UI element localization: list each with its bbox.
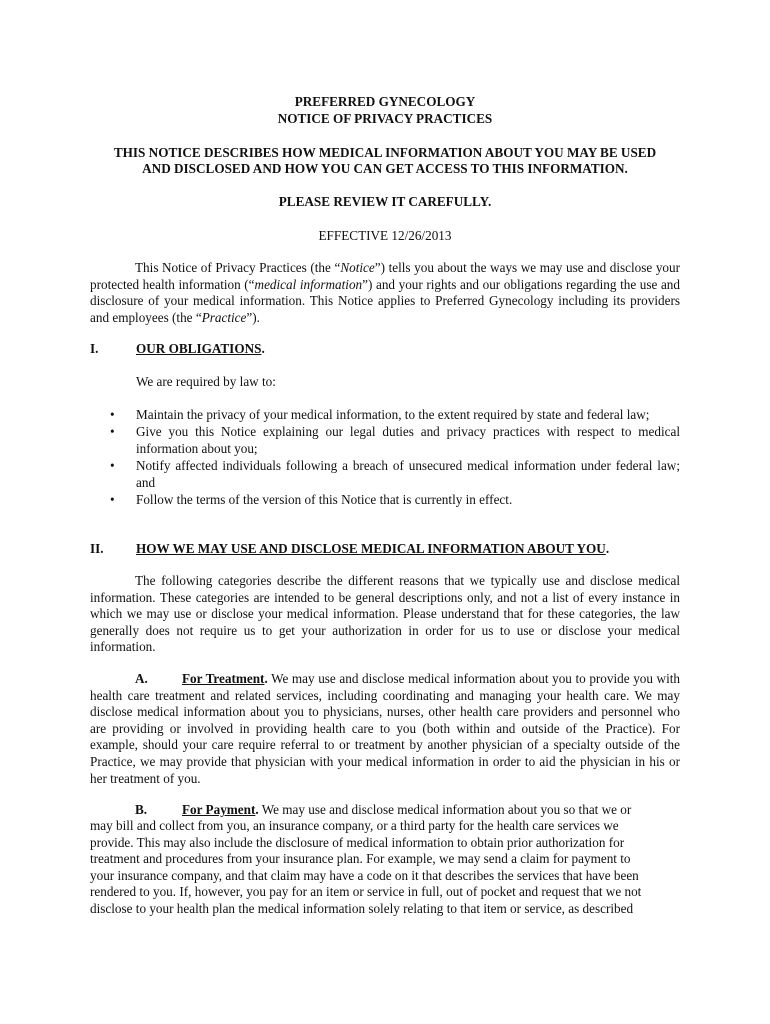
- payment-line: disclose to your health plan the medical information solely relating to that item or service, as described: [90, 901, 634, 916]
- bullet-icon: •: [110, 424, 115, 439]
- payment-line: may bill and collect from you, an insurance company, or a third party for the health care services we: [90, 818, 619, 833]
- section-2-numeral: II.: [90, 541, 104, 556]
- bullet-text: Maintain the privacy of your medical information, to the extent required by state and federal law;: [136, 407, 650, 422]
- bullet-text: Follow the terms of the version of this Notice that is currently in effect.: [136, 492, 513, 507]
- effective-date: EFFECTIVE 12/26/2013: [318, 228, 452, 243]
- bullet-icon: •: [110, 492, 115, 507]
- section-2-heading-period: .: [605, 541, 610, 556]
- payment-line: your insurance company, and that claim may have a code on it that describes the services that have been: [90, 868, 639, 883]
- treatment-letter: A.: [135, 671, 148, 686]
- payment-title: For Payment: [182, 802, 256, 817]
- payment-line: treatment and procedures from your insurance plan. For example, we may send a claim for payment to: [90, 851, 631, 866]
- intro-paragraph: [90, 260, 680, 326]
- bullet-icon: •: [110, 407, 115, 422]
- payment-line-0: We may use and disclose medical information about you so that we or: [258, 802, 632, 817]
- section-2-heading-wrap: [136, 541, 609, 558]
- payment-line: provide. This may also include the disclosure of medical information to obtain prior authorization for: [90, 835, 625, 850]
- payment-line: rendered to you. If, however, you pay for an item or service in full, out of pocket and request that we not: [90, 884, 642, 899]
- section-2-intro: The following categories describe the different reasons that we typically use and disclose medical information. These categories are intended to be general descriptions only, and not a list of every instance in which we may use or disclose your medical information. Please understand that for these categories, the law generally does not require us to get your authorization in order for us to use or disclose your medical information.: [90, 573, 680, 655]
- payment-letter: B.: [135, 802, 148, 817]
- section-1-heading-wrap: [136, 341, 265, 358]
- section-1-heading: OUR OBLIGATIONS: [136, 341, 262, 356]
- bullet-icon: •: [110, 458, 115, 473]
- payment-period: .: [255, 802, 259, 817]
- payment-first-line: [135, 802, 631, 819]
- treatment-text: We may use and disclose medical information about you to provide you with health care treatment and related services, including coordinating and managing your health care. We may disclose medical information about you to physicians, nurses, other health care providers and personnel who are providing or involved in providing health care to you (both within and outside of the Practice). For example, should your care require referral to or treatment by another physician of a specialty outside of the Practice, we may provide that physician with your medical information in order to aid the physician in his or her treatment of you.: [90, 671, 681, 786]
- section-2-heading: HOW WE MAY USE AND DISCLOSE MEDICAL INFORMATION ABOUT YOU: [136, 541, 606, 556]
- describes-line-2: AND DISCLOSED AND HOW YOU CAN GET ACCESS TO THIS INFORMATION.: [142, 161, 628, 176]
- practice-name: PREFERRED GYNECOLOGY: [294, 94, 476, 109]
- notice-title: NOTICE OF PRIVACY PRACTICES: [277, 111, 493, 126]
- describes-line-1: THIS NOTICE DESCRIBES HOW MEDICAL INFORMATION ABOUT YOU MAY BE USED: [113, 145, 657, 160]
- section-1-heading-period: .: [261, 341, 265, 356]
- section-1-lead: We are required by law to:: [136, 374, 276, 389]
- intro-text-2: ”) tells you about the ways we may use and disclose your protected health information (“: [90, 260, 681, 292]
- intro-text-1: This Notice of Privacy Practices (the “: [135, 260, 341, 275]
- treatment-paragraph: [90, 671, 680, 787]
- intro-text-4: ”).: [246, 309, 260, 325]
- intro-practice-term: Practice: [201, 309, 247, 325]
- bullet-text: Notify affected individuals following a breach of unsecured medical information under federal law; and: [136, 458, 680, 490]
- treatment-period: .: [264, 671, 268, 686]
- treatment-title: For Treatment: [182, 671, 265, 686]
- intro-medinfo-term: medical information: [254, 276, 363, 292]
- bullet-text: Give you this Notice explaining our legal duties and privacy practices with respect to medical information about you;: [136, 424, 680, 456]
- review-notice: PLEASE REVIEW IT CAREFULLY.: [278, 194, 492, 209]
- section-1-numeral: I.: [90, 341, 99, 356]
- intro-text-3: ”) and your rights and our obligations regarding the use and disclosure of your medical information. This Notice applies to Preferred Gynecology including its providers and employees (the “: [90, 276, 680, 325]
- intro-notice-term: Notice: [340, 260, 375, 275]
